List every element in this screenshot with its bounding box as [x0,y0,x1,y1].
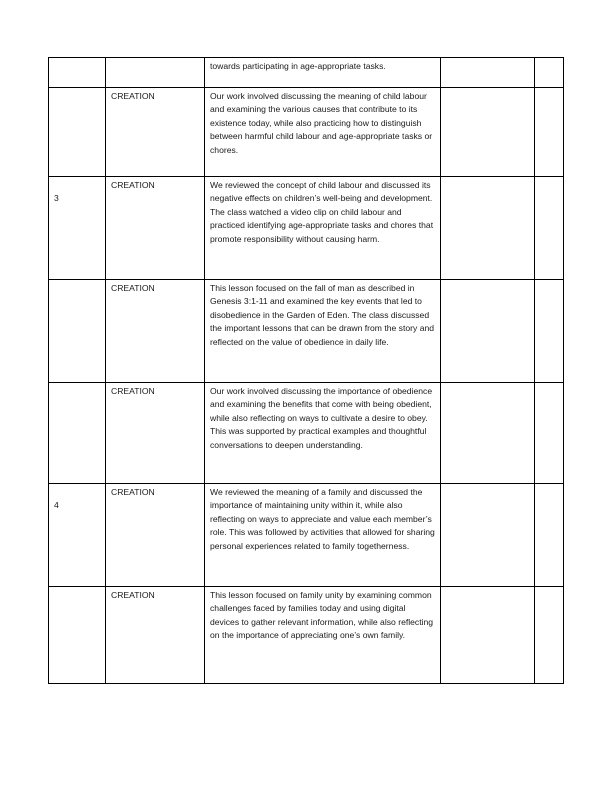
description-cell: We reviewed the meaning of a family and discussed the importance of maintaining unity within it, while also reflecting on ways to appreciate and value each member’s role. This was followed by activities that allowed for sharing personal experiences related to family togetherness. [205,484,441,587]
empty-cell [441,383,535,484]
table-row [49,484,564,587]
week-cell: 4 [49,484,106,587]
lesson-record-table [48,57,564,684]
description-cell: This lesson focused on family unity by examining common challenges faced by families today and using digital devices to gather relevant information, while also reflecting on the importance of appreciating one’s own family. [205,587,441,684]
empty-cell [441,88,535,177]
description-cell: towards participating in age-appropriate tasks. [205,58,441,88]
week-cell [49,88,106,177]
description-cell: Our work involved discussing the importance of obedience and examining the benefits that come with being obedient, while also reflecting on ways to cultivate a desire to obey. This was supported by practical examples and thoughtful conversations to deepen understanding. [205,383,441,484]
week-cell [49,280,106,383]
table-row [49,587,564,684]
description-cell: This lesson focused on the fall of man as described in Genesis 3:1-11 and examined the key events that led to disobedience in the Garden of Eden. The class discussed the important lessons that can be drawn from the story and reflected on the value of obedience in daily life. [205,280,441,383]
table-row [49,177,564,280]
strand-cell: CREATION [106,383,205,484]
strand-cell: CREATION [106,177,205,280]
empty-cell [535,484,564,587]
empty-cell [535,58,564,88]
strand-cell [106,58,205,88]
empty-cell [535,177,564,280]
week-cell: 3 [49,177,106,280]
strand-cell: CREATION [106,88,205,177]
empty-cell [535,280,564,383]
strand-cell: CREATION [106,280,205,383]
table-row [49,58,564,88]
empty-cell [441,280,535,383]
strand-cell: CREATION [106,484,205,587]
table-row [49,383,564,484]
description-cell: Our work involved discussing the meaning of child labour and examining the various causes that contribute to its existence today, while also practicing how to distinguish between harmful child labour and age-appropriate tasks or chores. [205,88,441,177]
description-cell: We reviewed the concept of child labour and discussed its negative effects on children’s well-being and development. The class watched a video clip on child labour and practiced identifying age-appropriate tasks and chores that promote responsibility without causing harm. [205,177,441,280]
table-row [49,88,564,177]
empty-cell [535,383,564,484]
empty-cell [441,177,535,280]
empty-cell [535,587,564,684]
week-cell [49,383,106,484]
table-row [49,280,564,383]
empty-cell [441,587,535,684]
empty-cell [441,58,535,88]
strand-cell: CREATION [106,587,205,684]
empty-cell [441,484,535,587]
week-cell [49,58,106,88]
week-cell [49,587,106,684]
empty-cell [535,88,564,177]
